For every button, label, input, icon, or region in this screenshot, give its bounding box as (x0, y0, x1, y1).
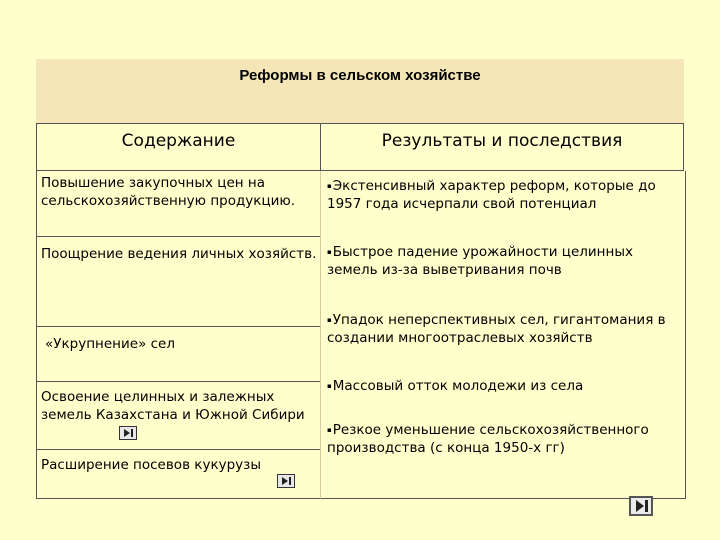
content-text: Поощрение ведения личных хозяйств. (41, 246, 317, 262)
result-text: Экстенсивный характер реформ, которые до 1957 года исчерпали свой потенциал (327, 178, 656, 212)
content-row-1 (37, 171, 321, 237)
content-row-4 (37, 382, 321, 450)
content-text: Освоение целинных и залежных земель Казахстана и Южной Сибири (41, 389, 305, 423)
content-row-2 (37, 237, 321, 327)
reforms-table (36, 123, 684, 498)
bullet-icon: ▪ (327, 248, 332, 256)
result-item-4 (321, 375, 685, 395)
result-text: Массовый отток молодежи из села (332, 378, 584, 394)
nav-end-icon[interactable] (277, 474, 295, 488)
results-column (320, 171, 686, 499)
bullet-icon: ▪ (327, 316, 332, 324)
result-item-5 (321, 419, 685, 457)
content-text: Расширение посевов кукурузы (41, 457, 261, 473)
content-text: «Укрупнение» сел (45, 336, 175, 352)
result-text: Упадок неперспективных сел, гигантомания в создании многоотраслевых хозяйств (327, 312, 666, 346)
result-text: Быстрое падение урожайности целинных земель из-за выветривания почв (327, 244, 633, 278)
result-item-1 (321, 175, 685, 213)
result-item-3 (321, 309, 685, 347)
content-row-3 (37, 327, 321, 382)
nav-end-icon[interactable] (629, 496, 653, 516)
bullet-icon: ▪ (327, 382, 332, 390)
result-text: Резкое уменьшение сельскохозяйственного производства (с конца 1950-х гг) (327, 422, 649, 456)
slide-title: Реформы в сельском хозяйстве (239, 67, 481, 84)
content-column (36, 171, 321, 499)
header-content: Содержание (36, 123, 320, 171)
result-item-2 (321, 241, 685, 279)
nav-end-icon[interactable] (119, 426, 137, 440)
bullet-icon: ▪ (327, 426, 332, 434)
header-results: Результаты и последствия (320, 123, 684, 171)
bullet-icon: ▪ (327, 182, 332, 190)
title-band (36, 59, 684, 123)
content-row-5 (37, 450, 321, 498)
content-text: Повышение закупочных цен на сельскохозяйственную продукцию. (41, 175, 296, 209)
